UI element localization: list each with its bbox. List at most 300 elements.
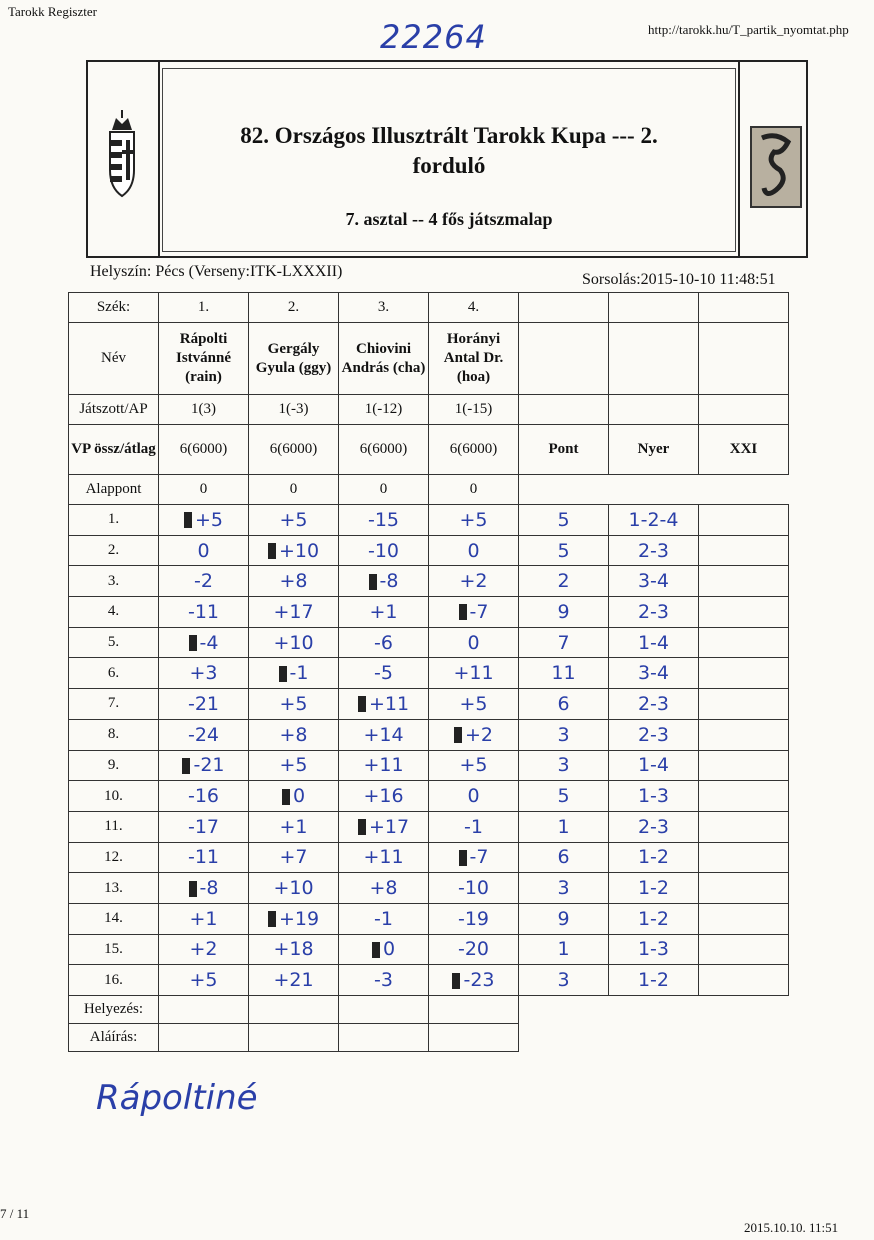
game-number: 8. [69, 719, 159, 750]
game-score[interactable] [249, 903, 339, 934]
game-points[interactable]: 5 [519, 505, 609, 536]
score-text: -20 [457, 938, 490, 961]
dealer-marker-icon [182, 758, 190, 774]
game-points[interactable]: 7 [519, 627, 609, 658]
score-text: +5 [189, 969, 218, 992]
placement-cell[interactable] [429, 996, 519, 1024]
score-text: +2 [189, 938, 218, 961]
game-points[interactable]: 5 [519, 535, 609, 566]
score-text: 0 [197, 539, 210, 562]
table-row [69, 781, 789, 812]
score-text: +21 [273, 969, 314, 992]
table-row [69, 1024, 789, 1052]
dealer-marker-icon [184, 512, 192, 528]
table-row [69, 475, 789, 505]
game-xxi[interactable] [699, 566, 789, 597]
game-score[interactable] [339, 566, 429, 597]
vp-value: 6(6000) [159, 425, 249, 475]
game-score[interactable] [339, 689, 429, 720]
score-text: -10 [367, 539, 400, 562]
game-number: 2. [69, 535, 159, 566]
game-score[interactable] [339, 934, 429, 965]
empty-cell [519, 475, 609, 505]
game-score[interactable] [159, 597, 249, 628]
game-score[interactable] [429, 903, 519, 934]
score-text: +5 [279, 754, 308, 777]
game-score[interactable] [159, 842, 249, 873]
game-score[interactable] [339, 842, 429, 873]
score-text: 0 [467, 631, 480, 654]
game-winner[interactable]: 3-4 [609, 658, 699, 689]
game-score[interactable] [339, 535, 429, 566]
game-winner[interactable]: 1-4 [609, 750, 699, 781]
score-text: +5 [279, 692, 308, 715]
empty-cell [609, 395, 699, 425]
game-score[interactable] [249, 873, 339, 904]
empty-cell [609, 1024, 699, 1052]
empty-cell [699, 996, 789, 1024]
game-xxi[interactable] [699, 689, 789, 720]
player-name: Gergály Gyula (ggy) [249, 323, 339, 395]
score-text: +5 [194, 508, 223, 531]
score-text: -8 [199, 877, 219, 900]
game-winner[interactable]: 3-4 [609, 566, 699, 597]
game-winner[interactable]: 1-2 [609, 903, 699, 934]
game-points[interactable]: 6 [519, 689, 609, 720]
table-row [69, 811, 789, 842]
game-score[interactable] [159, 934, 249, 965]
game-winner[interactable]: 2-3 [609, 689, 699, 720]
game-points[interactable]: 1 [519, 811, 609, 842]
empty-cell [609, 996, 699, 1024]
score-text: -11 [187, 600, 220, 623]
game-score[interactable] [159, 535, 249, 566]
score-text: +10 [273, 631, 314, 654]
game-number: 1. [69, 505, 159, 536]
score-text: +16 [363, 785, 404, 808]
game-winner[interactable]: 2-3 [609, 597, 699, 628]
score-text: -24 [187, 723, 220, 746]
score-text: +7 [279, 846, 308, 869]
score-text: -23 [463, 969, 495, 992]
seat-number: 1. [159, 293, 249, 323]
empty-cell [699, 475, 789, 505]
score-text: +1 [279, 815, 308, 838]
base-value: 0 [249, 475, 339, 505]
handwritten-doc-number: 22264 [380, 18, 487, 56]
game-score[interactable] [159, 566, 249, 597]
game-xxi[interactable] [699, 750, 789, 781]
game-score[interactable] [159, 505, 249, 536]
score-text: +3 [189, 662, 218, 685]
game-score[interactable] [159, 873, 249, 904]
label-signature: Aláírás: [69, 1024, 159, 1052]
game-xxi[interactable] [699, 903, 789, 934]
score-text: -19 [457, 907, 490, 930]
game-winner[interactable]: 2-3 [609, 535, 699, 566]
game-winner[interactable]: 1-2 [609, 873, 699, 904]
tournament-title: 82. Országos Illusztrált Tarokk Kupa --- 2. forduló [240, 123, 658, 178]
hungarian-crest-icon [102, 110, 142, 200]
empty-cell [519, 323, 609, 395]
score-text: +8 [369, 877, 398, 900]
game-score[interactable] [429, 750, 519, 781]
table-row [69, 323, 789, 395]
score-text: +8 [279, 570, 308, 593]
game-score[interactable] [339, 627, 429, 658]
score-text: 0 [382, 938, 396, 961]
game-winner[interactable]: 1-2-4 [609, 505, 699, 536]
game-number: 11. [69, 811, 159, 842]
vp-value: 6(6000) [249, 425, 339, 475]
game-winner[interactable]: 1-2 [609, 965, 699, 996]
score-text: +2 [459, 570, 488, 593]
label-played: Játszott/AP [69, 395, 159, 425]
game-score[interactable] [249, 750, 339, 781]
score-text: -8 [379, 570, 399, 593]
game-score[interactable] [339, 781, 429, 812]
game-score[interactable] [159, 781, 249, 812]
page-url: http://tarokk.hu/T_partik_nyomtat.php [648, 22, 849, 37]
game-score[interactable] [339, 505, 429, 536]
score-sheet [68, 292, 789, 1052]
game-score[interactable] [339, 903, 429, 934]
score-text: +5 [459, 692, 488, 715]
score-text: -5 [374, 662, 393, 685]
table-row [69, 425, 789, 475]
game-score[interactable] [159, 689, 249, 720]
game-score[interactable] [339, 750, 429, 781]
game-number: 5. [69, 627, 159, 658]
game-score[interactable] [159, 811, 249, 842]
dealer-marker-icon [459, 850, 467, 866]
score-text: -15 [367, 508, 400, 531]
empty-cell [519, 293, 609, 323]
game-score[interactable] [159, 750, 249, 781]
game-points[interactable]: 5 [519, 781, 609, 812]
game-points[interactable]: 2 [519, 566, 609, 597]
table-row [69, 842, 789, 873]
table-row [69, 658, 789, 689]
game-score[interactable] [429, 566, 519, 597]
score-text: +11 [453, 662, 494, 685]
game-score[interactable] [429, 965, 519, 996]
game-points[interactable]: 9 [519, 597, 609, 628]
score-text: -11 [187, 846, 220, 869]
score-text: +1 [369, 600, 398, 623]
game-winner[interactable]: 1-3 [609, 934, 699, 965]
game-points[interactable]: 3 [519, 719, 609, 750]
score-text: -21 [187, 692, 220, 715]
game-xxi[interactable] [699, 811, 789, 842]
table-row [69, 903, 789, 934]
empty-cell [699, 1024, 789, 1052]
seat-number: 2. [249, 293, 339, 323]
game-score[interactable] [159, 719, 249, 750]
empty-cell [699, 293, 789, 323]
empty-cell [519, 1024, 609, 1052]
score-text: +5 [459, 508, 488, 531]
label-vp: VP össz/átlag [69, 425, 159, 475]
game-score[interactable] [339, 811, 429, 842]
game-xxi[interactable] [699, 965, 789, 996]
vp-value: 6(6000) [429, 425, 519, 475]
table-row [69, 597, 789, 628]
empty-cell [519, 395, 609, 425]
score-text: -7 [469, 600, 489, 623]
game-winner[interactable]: 2-3 [609, 719, 699, 750]
score-text: +5 [459, 754, 488, 777]
empty-cell [609, 323, 699, 395]
score-text: -3 [374, 969, 393, 992]
header-nyer: Nyer [609, 425, 699, 475]
table-row [69, 627, 789, 658]
game-score[interactable] [339, 965, 429, 996]
game-score[interactable] [159, 965, 249, 996]
empty-cell [699, 323, 789, 395]
game-score[interactable] [339, 719, 429, 750]
game-xxi[interactable] [699, 627, 789, 658]
game-score[interactable] [249, 658, 339, 689]
empty-cell [699, 395, 789, 425]
dealer-marker-icon [282, 789, 290, 805]
game-xxi[interactable] [699, 934, 789, 965]
game-winner[interactable]: 1-4 [609, 627, 699, 658]
score-text: -21 [193, 754, 225, 777]
played-value: 1(3) [159, 395, 249, 425]
score-text: -16 [187, 785, 220, 808]
game-winner[interactable]: 2-3 [609, 811, 699, 842]
dealer-marker-icon [459, 604, 467, 620]
signature-cell[interactable] [159, 1024, 249, 1052]
label-name: Név [69, 323, 159, 395]
table-row [69, 395, 789, 425]
game-xxi[interactable] [699, 535, 789, 566]
game-score[interactable] [249, 566, 339, 597]
page-counter: 7 / 11 [0, 1206, 30, 1221]
game-score[interactable] [429, 842, 519, 873]
game-score[interactable] [249, 597, 339, 628]
base-value: 0 [429, 475, 519, 505]
header-xxi: XXI [699, 425, 789, 475]
print-datetime: 2015.10.10. 11:51 [744, 1220, 839, 1235]
game-xxi[interactable] [699, 658, 789, 689]
dealer-marker-icon [189, 881, 197, 897]
empty-cell [519, 996, 609, 1024]
game-score[interactable] [159, 903, 249, 934]
table-row [69, 566, 789, 597]
score-text: -4 [199, 631, 219, 654]
game-points[interactable]: 3 [519, 965, 609, 996]
score-text: +19 [278, 907, 320, 930]
game-score[interactable] [429, 658, 519, 689]
game-number: 9. [69, 750, 159, 781]
game-score[interactable] [159, 658, 249, 689]
game-points[interactable]: 6 [519, 842, 609, 873]
score-text: +11 [363, 754, 404, 777]
game-number: 12. [69, 842, 159, 873]
dealer-marker-icon [452, 973, 460, 989]
dealer-marker-icon [369, 574, 377, 590]
table-row [69, 719, 789, 750]
score-text: -2 [194, 570, 213, 593]
game-score[interactable] [429, 505, 519, 536]
signature-cell[interactable] [429, 1024, 519, 1052]
game-score[interactable] [249, 505, 339, 536]
score-text: -10 [457, 877, 490, 900]
game-number: 10. [69, 781, 159, 812]
game-number: 14. [69, 903, 159, 934]
base-value: 0 [159, 475, 249, 505]
score-text: 0 [467, 539, 480, 562]
game-number: 6. [69, 658, 159, 689]
score-text: 0 [467, 785, 480, 808]
game-score[interactable] [159, 627, 249, 658]
dealer-marker-icon [268, 543, 276, 559]
game-score[interactable] [429, 597, 519, 628]
game-score[interactable] [339, 597, 429, 628]
game-points[interactable]: 3 [519, 750, 609, 781]
game-score[interactable] [249, 719, 339, 750]
score-text: +5 [279, 508, 308, 531]
game-xxi[interactable] [699, 781, 789, 812]
placement-cell[interactable] [339, 996, 429, 1024]
player-name: Chiovini András (cha) [339, 323, 429, 395]
dealer-marker-icon [358, 819, 366, 835]
game-xxi[interactable] [699, 597, 789, 628]
dealer-marker-icon [279, 666, 287, 682]
table-row [69, 689, 789, 720]
game-points[interactable]: 11 [519, 658, 609, 689]
table-row [69, 934, 789, 965]
game-score[interactable] [249, 842, 339, 873]
game-points[interactable]: 9 [519, 903, 609, 934]
game-number: 13. [69, 873, 159, 904]
game-number: 4. [69, 597, 159, 628]
played-value: 1(-3) [249, 395, 339, 425]
draw-timestamp: Sorsolás:2015-10-10 11:48:51 [582, 271, 776, 288]
game-score[interactable] [249, 965, 339, 996]
score-text: +2 [464, 723, 493, 746]
score-text: -17 [187, 815, 220, 838]
game-winner[interactable]: 1-3 [609, 781, 699, 812]
game-number: 15. [69, 934, 159, 965]
game-winner[interactable]: 1-2 [609, 842, 699, 873]
label-base: Alappont [69, 475, 159, 505]
handwritten-signature: Rápoltiné [96, 1078, 258, 1118]
app-title: Tarokk Regiszter [8, 4, 97, 19]
placement-cell[interactable] [249, 996, 339, 1024]
header-pont: Pont [519, 425, 609, 475]
score-text: +10 [278, 539, 320, 562]
game-score[interactable] [249, 781, 339, 812]
dealer-marker-icon [189, 635, 197, 651]
label-seat: Szék: [69, 293, 159, 323]
tarokk-card-logo-icon [750, 126, 802, 208]
base-value: 0 [339, 475, 429, 505]
game-score[interactable] [429, 627, 519, 658]
played-value: 1(-12) [339, 395, 429, 425]
player-name: Horányi Antal Dr. (hoa) [429, 323, 519, 395]
dealer-marker-icon [358, 696, 366, 712]
label-placement: Helyezés: [69, 996, 159, 1024]
seat-number: 4. [429, 293, 519, 323]
game-score[interactable] [249, 535, 339, 566]
score-text: 0 [292, 785, 306, 808]
game-xxi[interactable] [699, 842, 789, 873]
score-text: +17 [273, 600, 314, 623]
score-text: -7 [469, 846, 489, 869]
score-text: +8 [279, 723, 308, 746]
played-value: 1(-15) [429, 395, 519, 425]
table-row [69, 750, 789, 781]
dealer-marker-icon [268, 911, 276, 927]
score-text: +1 [189, 907, 218, 930]
score-text: +14 [363, 723, 404, 746]
empty-cell [609, 475, 699, 505]
game-number: 7. [69, 689, 159, 720]
game-score[interactable] [249, 627, 339, 658]
venue-line: Helyszín: Pécs (Verseny:ITK-LXXXII) [90, 263, 343, 280]
score-text: +18 [273, 938, 314, 961]
game-score[interactable] [249, 934, 339, 965]
game-score[interactable] [429, 873, 519, 904]
empty-cell [609, 293, 699, 323]
signature-cell[interactable] [339, 1024, 429, 1052]
player-name: Rápolti Istvánné (rain) [159, 323, 249, 395]
game-points[interactable]: 3 [519, 873, 609, 904]
game-score[interactable] [429, 781, 519, 812]
score-text: +11 [363, 846, 404, 869]
table-row [69, 965, 789, 996]
game-number: 3. [69, 566, 159, 597]
table-row [69, 505, 789, 536]
game-score[interactable] [429, 535, 519, 566]
score-text: -6 [374, 631, 393, 654]
game-score[interactable] [339, 658, 429, 689]
game-points[interactable]: 1 [519, 934, 609, 965]
signature-cell[interactable] [249, 1024, 339, 1052]
game-score[interactable] [429, 811, 519, 842]
table-row [69, 535, 789, 566]
seat-number: 3. [339, 293, 429, 323]
score-text: +17 [368, 815, 410, 838]
table-subtitle: 7. asztal -- 4 fős játszmalap [345, 209, 553, 229]
placement-cell[interactable] [159, 996, 249, 1024]
game-xxi[interactable] [699, 505, 789, 536]
game-score[interactable] [249, 689, 339, 720]
game-score[interactable] [429, 719, 519, 750]
game-score[interactable] [429, 934, 519, 965]
game-xxi[interactable] [699, 719, 789, 750]
score-text: +10 [273, 877, 314, 900]
game-score[interactable] [339, 873, 429, 904]
game-score[interactable] [249, 811, 339, 842]
game-xxi[interactable] [699, 873, 789, 904]
table-row [69, 293, 789, 323]
game-score[interactable] [429, 689, 519, 720]
score-text: -1 [374, 907, 393, 930]
table-row [69, 996, 789, 1024]
dealer-marker-icon [372, 942, 380, 958]
score-text: -1 [289, 662, 309, 685]
game-number: 16. [69, 965, 159, 996]
table-row [69, 873, 789, 904]
score-text: +11 [368, 692, 410, 715]
dealer-marker-icon [454, 727, 462, 743]
title-box [86, 60, 808, 258]
score-text: -1 [464, 815, 483, 838]
